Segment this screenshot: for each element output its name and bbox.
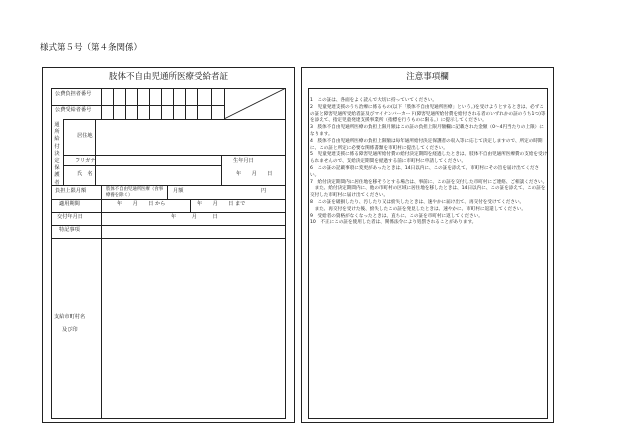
form-caption: 様式第５号（第４条関係） <box>40 43 143 53</box>
period-label: 適用期間 <box>59 201 80 207</box>
municipality-label: 支給市町村名 <box>54 314 86 320</box>
limit-label: 負担上限月額 <box>55 188 87 194</box>
note-item: 7 給付決定期間内に居住地を移そうとする場合は、事前に、この証を交付した市町村にご連絡、ご相談ください。 <box>310 179 548 185</box>
recipient-number-label: 公費受給者番号 <box>55 107 92 113</box>
note-item: 2 児童発達支援のうち治療に係るもの(以下「肢体不自由児通所医療」という。)を受けようとするときは、必ずこの証と障害児通所受給者証及びマイナンバーカード(障害児通所給付費を給付される者のいずれかの証のうち1つ)等を添えて、指定児童発達支援事業所（指標を行うものに限る。）に提示してください。 <box>310 104 546 124</box>
period-to: 年 月 日 まで <box>197 201 246 207</box>
special-notes-label: 特記事項 <box>59 227 80 233</box>
note-item: また、再交付を受けた後、紛失したこの証を発見したときは、速やかに、市町村に返還してください。 <box>310 206 526 212</box>
furigana-label: フリガナ <box>75 158 96 164</box>
note-item: 9 受給者の資格がなくなったときは、直ちに、この証を市町村に返してください。 <box>310 213 483 219</box>
issue-date-value: 年 月 日 <box>171 214 218 220</box>
issue-date-label: 交付年月日 <box>57 214 83 220</box>
certificate-front-panel <box>42 67 295 423</box>
birth-date-label: 生年月日 <box>233 158 254 164</box>
period-from: 年 月 日 から <box>117 201 166 207</box>
notes-title: 注意事項欄 <box>406 72 449 82</box>
birth-date-value: 年 月 日 <box>236 171 273 177</box>
monthly-label: 月額 <box>173 188 184 194</box>
notes-back-panel <box>301 67 554 423</box>
payer-number-label: 公費負担者番号 <box>55 91 92 97</box>
note-item: 1 この証は、各面をよく読んで大切に持っていてください。 <box>310 98 437 103</box>
seal-label: 及び印 <box>62 327 78 333</box>
note-item: 3 肢体不自由児通所医療の負担上限月額はこの証の負担上限月額欄に記載された金額（0～4円当たりの上限）になります。 <box>310 125 544 137</box>
note-item: また、給付決定期間内に、他の市町村の区域に居住地を移したときは、14日以内に、この証を添えて、この証を交付した市町村に届け出てください。 <box>310 186 546 199</box>
name-label: 氏 名 <box>77 171 93 177</box>
note-item: 10 不正にこの証を使用した者は、関係法令により処罰されることがあります。 <box>310 220 477 226</box>
certificate-title: 肢体不自由児通所医療受給者証 <box>108 72 228 82</box>
limit-description: 肢体不自由児通所医療（食事療養を除く） <box>106 187 164 198</box>
note-item: 5 児童発達支援に係る障害児通所給付費の給付決定期間を経過したときは、肢体不自由児通所医療費の支給を受けられませんので、支給決定期間を経過する前に市町村に申請してください。 <box>310 152 548 165</box>
diagonal-strike-icon <box>224 88 286 119</box>
yen-label: 円 <box>261 188 267 194</box>
note-item: 8 この証を破損したり、汚したり又は紛失したときは、速やかに届け出て、再交付を受けてください。 <box>310 199 525 205</box>
note-item: 4 肢体不自由児通所医療の負担上限額は毎年通所給付決定保護者の収入等に応じて決定しますので、所定の時期に、この証と所定に必要な関係書類を市町村に提出してください。 <box>310 138 543 151</box>
guardian-side-label: 通所給付決定保護者 <box>54 122 60 186</box>
note-item: 6 この証の記載事項に変更があったときは、14日以内に、この証を添えて、市町村にその旨を届け出てください。 <box>310 165 540 178</box>
address-label: 居住地 <box>77 133 93 139</box>
notes-list <box>310 98 548 227</box>
